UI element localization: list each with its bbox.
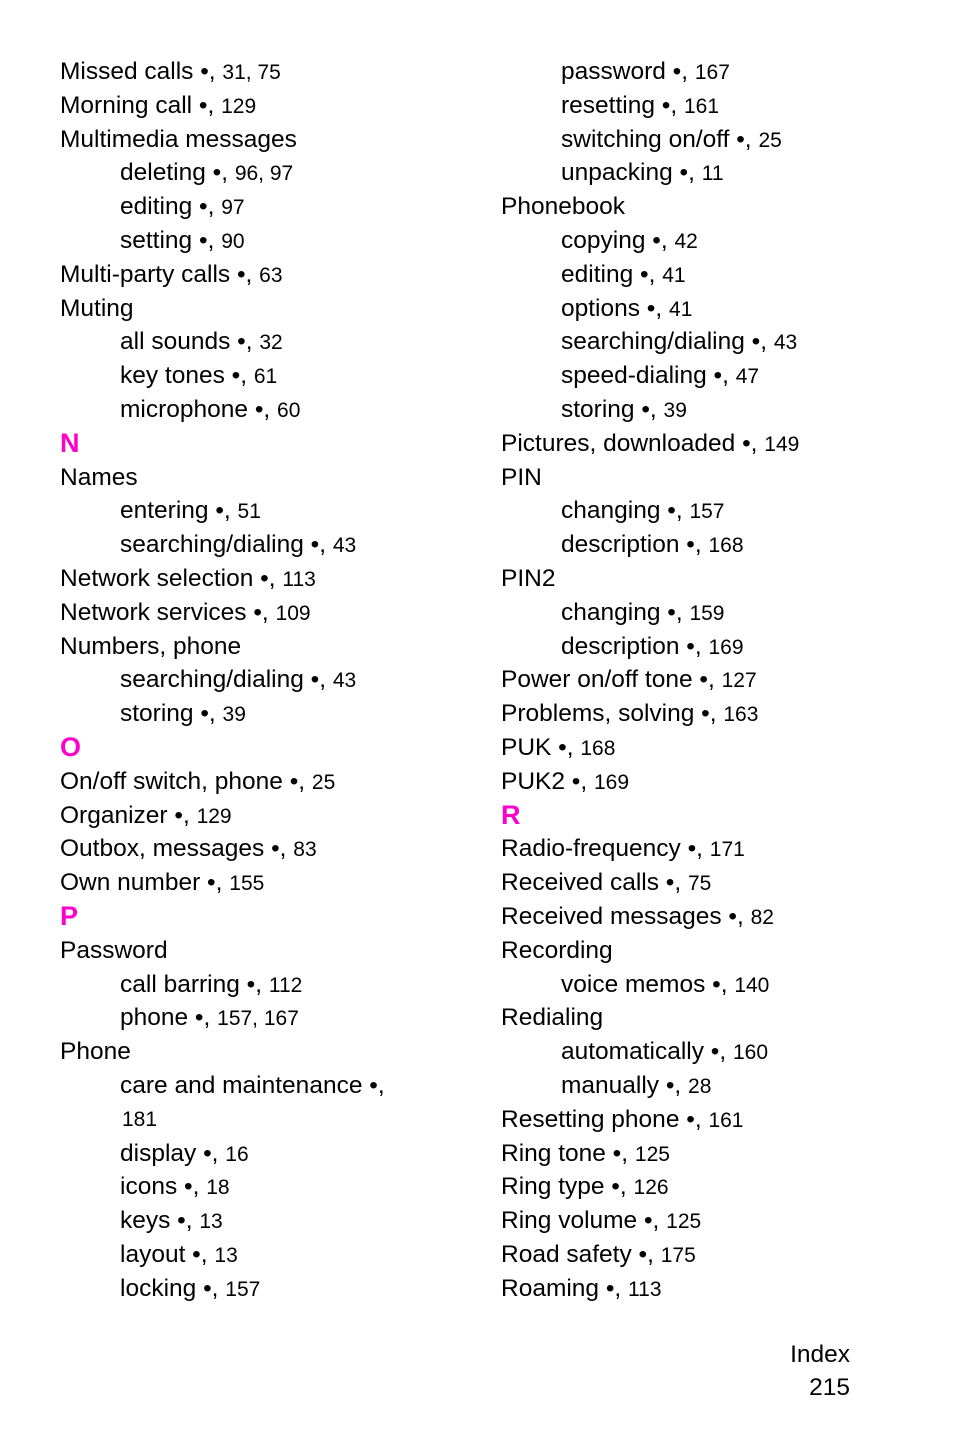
index-entry [501,190,921,224]
index-subentry [501,393,921,427]
index-entry-pages: 83 [293,838,317,862]
index-entry-term: changing •, [561,497,690,525]
index-subentry [60,663,460,697]
index-entry-pages: 25 [311,770,336,794]
index-subentry [60,224,460,258]
index-entry-term: Roaming •, [501,1274,629,1302]
index-entry-term: entering •, [120,497,238,525]
index-entry-pages: 109 [275,601,311,625]
index-entry-term: Pictures, downloaded •, [501,429,765,457]
index-entry-pages: 175 [660,1243,696,1267]
index-entry [501,765,921,799]
index-entry-term: locking •, [120,1274,226,1302]
index-subentry [60,697,460,731]
index-entry-pages: 113 [628,1277,662,1301]
index-entry-term: searching/dialing •, [120,531,333,559]
index-entry [60,1035,460,1069]
index-entry [60,765,460,799]
index-entry [501,1204,921,1238]
index-entry [501,731,921,765]
index-subentry [60,528,460,562]
index-subentry [501,596,921,630]
index-entry-pages: 161 [708,1108,744,1132]
index-entry-pages: 31, 75 [222,61,281,84]
index-entry-pages: 157 [689,500,725,524]
index-subentry [501,258,921,292]
index-entry-term: Numbers, phone [60,632,242,660]
index-subentry [60,156,460,190]
index-subentry [60,494,460,528]
index-entry-term: speed-dialing •, [561,362,736,390]
index-entry-pages: 39 [222,703,246,727]
index-subentry [501,1035,921,1069]
index-subentry [501,359,921,393]
index-letter-heading: R [501,799,521,830]
index-subentry [60,968,460,1002]
index-entry-term: Received messages •, [501,902,751,930]
index-entry-pages: 96, 97 [234,162,294,186]
index-subentry [60,1238,460,1272]
index-entry-term: searching/dialing •, [120,666,333,694]
index-entry-term: Multimedia messages [60,125,297,153]
index-entry-term: Problems, solving •, [501,700,724,728]
index-entry-pages: 129 [196,804,232,828]
index-entry-term: Network selection •, [60,564,283,592]
index-entry [60,596,460,630]
index-entry-term: PUK •, [501,733,581,761]
index-subentry [60,1272,460,1306]
index-entry-pages: 43 [773,331,798,355]
index-entry-pages: 157, 167 [217,1007,299,1031]
footer-section-label: Index [790,1341,850,1368]
index-entry-pages: 169 [708,635,744,659]
index-entry-pages: 18 [206,1176,230,1200]
index-entry-pages: 169 [594,770,630,794]
index-entry-pages: 163 [723,703,759,727]
index-entry-term: Redialing [501,1004,604,1032]
index-entry-term: deleting •, [120,159,235,187]
index-entry-term: options •, [561,294,670,322]
index-entry-term: password •, [561,58,695,85]
index-entry-term: resetting •, [561,91,684,119]
index-entry-pages: 60 [277,398,301,422]
page-footer [790,1338,850,1404]
index-entry-term: On/off switch, phone •, [60,767,312,795]
index-letter-heading: O [60,731,82,762]
index-entry-term: PIN2 [501,564,556,592]
index-entry [60,89,460,123]
index-entry-pages: 42 [674,229,698,253]
index-entry [501,866,921,900]
index-entry-continuation [60,1103,460,1137]
index-letter-heading: N [60,427,80,458]
index-entry-pages: 149 [764,432,800,456]
index-letter-heading: P [60,900,79,931]
index-entry-pages: 126 [633,1176,669,1200]
index-entry-term: description •, [561,531,709,559]
index-entry [60,461,460,495]
index-entry-term: Phone [60,1038,131,1066]
index-subentry [501,528,921,562]
index-entry-term: key tones •, [120,362,254,390]
index-entry [60,630,460,664]
index-entry-term: storing •, [561,395,664,423]
index-subentry [501,325,921,359]
index-subentry [60,325,460,359]
index-entry-term: storing •, [120,700,223,728]
index-subentry [501,630,921,664]
index-entry-term: all sounds •, [120,328,260,356]
index-entry-term: Radio-frequency •, [501,835,710,863]
index-entry-pages: 82 [750,905,774,929]
index-entry [501,562,921,596]
index-entry-term: microphone •, [120,395,278,423]
index-entry [60,258,460,292]
index-entry-term: display •, [120,1139,226,1167]
footer-page-number: 215 [809,1374,850,1401]
index-entry-pages: 16 [225,1142,249,1166]
index-entry-term: description •, [561,632,709,660]
index-entry-term: Muting [60,294,134,322]
index-entry [60,562,460,596]
index-entry-term: copying •, [561,226,675,254]
index-entry-term: call barring •, [120,970,269,998]
index-entry-term: Organizer •, [60,801,197,829]
index-entry-term: Received calls •, [501,869,688,897]
index-entry-term: changing •, [561,598,690,626]
index-entry-pages: 61 [253,365,278,389]
index-entry-term: Names [60,463,138,491]
index-entry-pages: 157 [225,1277,261,1301]
index-entry-pages: 171 [709,838,745,862]
index-entry-pages: 112 [268,973,303,997]
index-subentry [501,55,921,89]
index-subentry [60,1204,460,1238]
index-subentry [60,393,460,427]
index-entry-term: Resetting phone •, [501,1105,709,1133]
index-entry-term: Power on/off tone •, [501,666,722,694]
index-entry-pages: 127 [721,669,757,693]
index-subentry [60,1137,460,1171]
index-entry-pages: 125 [634,1142,670,1166]
index-entry [501,1170,921,1204]
index-entry-term: Outbox, messages •, [60,835,294,863]
index-entry-pages: 11 [701,162,724,186]
index-entry-pages: 63 [259,263,283,287]
index-entry-pages: 41 [662,263,686,287]
index-entry-pages: 13 [199,1210,223,1234]
index-entry-pages: 43 [332,669,357,693]
index-subentry [60,190,460,224]
index-entry-term: searching/dialing •, [561,328,774,356]
index-entry-pages: 140 [734,973,770,997]
index-subentry [501,494,921,528]
index-entry-pages: 125 [666,1210,702,1234]
index-entry-term: editing •, [561,260,663,288]
index-entry [501,427,921,461]
index-entry [501,1137,921,1171]
index-subentry [501,123,921,157]
index-entry [501,663,921,697]
index-entry-pages: 25 [758,128,782,152]
index-entry-pages: 51 [237,500,261,524]
index-entry [501,461,921,495]
index-entry-term: editing •, [120,193,222,221]
index-entry-term: phone •, [120,1004,218,1032]
index-subentry [60,1170,460,1204]
index-subentry [60,1069,460,1103]
index-entry-term: Recording [501,936,613,964]
index-entry-pages: 75 [687,872,712,896]
index-subentry [60,1001,460,1035]
index-entry [60,55,460,89]
index-entry-term: Multi-party calls •, [60,260,260,288]
index-entry [60,292,460,326]
index-entry-pages: 90 [221,229,245,253]
index-subentry [501,224,921,258]
index-entry-term: care and maintenance •, [120,1071,385,1099]
index-subentry [501,1069,921,1103]
index-subentry [501,89,921,123]
index-entry [501,1238,921,1272]
index-entry-pages: 47 [735,365,760,389]
index-entry [501,900,921,934]
index-entry-pages: 32 [259,331,283,355]
index-column-left [60,55,460,1305]
index-subentry [60,359,460,393]
index-entry [60,934,460,968]
index-entry-pages: 41 [669,297,693,321]
index-entry-term: unpacking •, [561,159,702,187]
index-entry [501,1272,921,1306]
index-entry [501,832,921,866]
index-entry-term: Missed calls •, [60,58,223,85]
index-entry-term: Network services •, [60,598,276,626]
index-entry-pages: 43 [332,534,357,558]
index-entry-pages: 39 [663,398,687,422]
index-entry-term: voice memos •, [561,970,735,998]
index-entry-term: switching on/off •, [561,125,759,153]
index-subentry [501,292,921,326]
index-entry-term: PIN [501,463,542,491]
index-column-right [501,55,921,1305]
index-entry [501,1001,921,1035]
index-entry-pages: 168 [580,736,616,760]
index-entry-term: Ring type •, [501,1173,634,1201]
index-entry-term: Phonebook [501,193,625,221]
index-entry-term: Morning call •, [60,91,222,119]
index-entry-term: Ring tone •, [501,1139,635,1167]
index-entry [501,1103,921,1137]
index-entry [60,123,460,157]
index-entry [60,799,460,833]
index-entry-term: Road safety •, [501,1240,661,1268]
index-entry [60,832,460,866]
index-entry-pages: 129 [221,94,257,118]
index-entry-term: PUK2 •, [501,767,594,795]
index-entry-pages: 160 [732,1041,769,1065]
index-subentry [501,156,921,190]
index-entry-term: manually •, [561,1071,689,1099]
index-entry-term: automatically •, [561,1038,733,1066]
index-entry-pages: 159 [689,601,725,625]
index-entry-pages: 28 [688,1074,712,1098]
index-entry-pages: 167 [694,61,730,84]
index-entry-pages: 13 [214,1243,238,1267]
index-entry-pages: 168 [708,534,744,558]
index-entry-pages: 113 [282,567,316,591]
index-subentry [501,968,921,1002]
index-entry [60,866,460,900]
index-entry-term: layout •, [120,1240,215,1268]
index-entry-pages: 181 [122,1107,158,1131]
index-entry-pages: 155 [229,872,265,896]
index-entry-term: Ring volume •, [501,1207,667,1235]
index-entry-term: keys •, [120,1207,200,1235]
index-entry-term: setting •, [120,226,222,254]
index-entry-term: Own number •, [60,869,230,897]
index-entry-term: icons •, [120,1173,207,1201]
index-entry [501,934,921,968]
index-entry-term: Password [60,936,168,964]
index-entry [501,697,921,731]
index-entry-pages: 97 [221,196,245,220]
index-entry-pages: 161 [683,94,720,118]
